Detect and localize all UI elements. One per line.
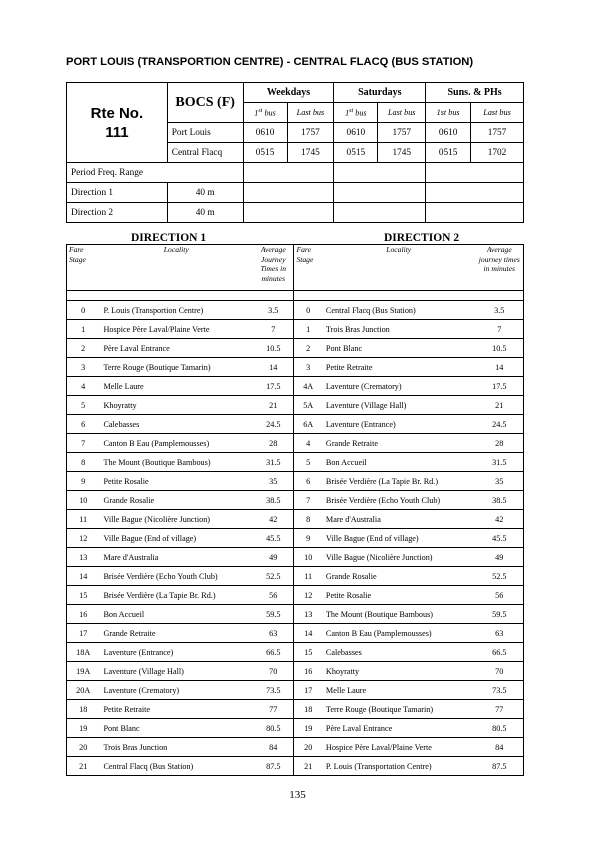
avg-time: 73.5 xyxy=(253,681,294,700)
avg-time: 7 xyxy=(253,320,294,339)
route-number: Rte No. 111 xyxy=(67,83,168,163)
fare-stage: 10 xyxy=(294,548,322,567)
fare-stage: 15 xyxy=(294,643,322,662)
locality: Canton B Eau (Pamplemousses) xyxy=(322,624,476,643)
fare-stage: 2 xyxy=(67,339,100,358)
fare-stage: 6 xyxy=(67,415,100,434)
operator-label: BOCS (F) xyxy=(167,83,243,123)
fare-stage: 6 xyxy=(294,472,322,491)
fare-stage: 2 xyxy=(294,339,322,358)
schedule-row: Central Flacq 0515 1745 0515 1745 0515 1702 xyxy=(67,143,524,163)
avg-time: 3.5 xyxy=(253,301,294,320)
direction2-title: DIRECTION 2 xyxy=(384,232,460,244)
avg-time: 24.5 xyxy=(253,415,294,434)
locality: Petite Rosalie xyxy=(322,586,476,605)
fare-stage: 12 xyxy=(67,529,100,548)
stop-row xyxy=(67,415,524,434)
avg-time-header: Average journey times in minutes xyxy=(476,245,524,291)
avg-time: 49 xyxy=(253,548,294,567)
locality: Laventure (Entrance) xyxy=(99,643,253,662)
fare-stage: 10 xyxy=(67,491,100,510)
fare-stage: 14 xyxy=(294,624,322,643)
stop-row xyxy=(67,453,524,472)
locality: Hospice Père Laval/Plaine Verte xyxy=(99,320,253,339)
fare-stage: 4 xyxy=(294,434,322,453)
locality: Trois Bras Junction xyxy=(99,738,253,757)
avg-time: 3.5 xyxy=(476,301,524,320)
avg-time: 35 xyxy=(476,472,524,491)
locality: Ville Bague (Nicolière Junction) xyxy=(99,510,253,529)
avg-time: 77 xyxy=(253,700,294,719)
locality: Bon Accueil xyxy=(99,605,253,624)
fare-stage: 3 xyxy=(294,358,322,377)
direction1-title: DIRECTION 1 xyxy=(131,232,207,244)
weekdays-header: Weekdays xyxy=(243,83,334,103)
avg-time: 84 xyxy=(253,738,294,757)
stop-row xyxy=(67,510,524,529)
stop-row xyxy=(67,358,524,377)
avg-time: 59.5 xyxy=(253,605,294,624)
page-number: 135 xyxy=(289,789,306,801)
locality: Laventure (Entrance) xyxy=(322,415,476,434)
avg-time: 10.5 xyxy=(476,339,524,358)
fare-stage: 11 xyxy=(67,510,100,529)
stop-row xyxy=(67,396,524,415)
stop-row xyxy=(67,320,524,339)
locality: Laventure (Village Hall) xyxy=(322,396,476,415)
stop-row xyxy=(67,643,524,662)
fare-stage: 17 xyxy=(294,681,322,700)
fare-stage: 6A xyxy=(294,415,322,434)
avg-time: 63 xyxy=(253,624,294,643)
stop-row xyxy=(67,586,524,605)
avg-time: 14 xyxy=(253,358,294,377)
stop-row xyxy=(67,719,524,738)
locality-header: Locality xyxy=(99,245,253,291)
locality: Brisée Verdière (Echo Youth Club) xyxy=(322,491,476,510)
avg-time: 73.5 xyxy=(476,681,524,700)
avg-time: 87.5 xyxy=(253,757,294,776)
avg-time: 66.5 xyxy=(253,643,294,662)
locality: Khoyratty xyxy=(322,662,476,681)
fare-stage: 17 xyxy=(67,624,100,643)
locality: Mare d'Australia xyxy=(99,548,253,567)
stop-row xyxy=(67,605,524,624)
direction-freq-row: Direction 2 40 m xyxy=(67,203,524,223)
locality: Melle Laure xyxy=(99,377,253,396)
avg-time: 77 xyxy=(476,700,524,719)
locality: P. Louis (Transportion Centre) xyxy=(99,301,253,320)
fare-stage: 5 xyxy=(67,396,100,415)
stop-row xyxy=(67,548,524,567)
fare-stage: 20A xyxy=(67,681,100,700)
avg-time: 7 xyxy=(476,320,524,339)
locality: Melle Laure xyxy=(322,681,476,700)
avg-time: 28 xyxy=(253,434,294,453)
last-bus-header: Last bus xyxy=(471,103,524,123)
locality: Terre Rouge (Boutique Tamarin) xyxy=(99,358,253,377)
locality: Père Laval Entrance xyxy=(322,719,476,738)
schedule-table xyxy=(66,82,524,223)
fare-stage: 5A xyxy=(294,396,322,415)
fare-stage: 21 xyxy=(294,757,322,776)
avg-time: 56 xyxy=(476,586,524,605)
fare-stage: 7 xyxy=(294,491,322,510)
avg-time: 14 xyxy=(476,358,524,377)
schedule-row: Port Louis 0610 1757 0610 1757 0610 1757 xyxy=(67,123,524,143)
locality: Bon Accueil xyxy=(322,453,476,472)
fare-stage-header: Fare Stage xyxy=(67,245,100,291)
avg-time: 21 xyxy=(476,396,524,415)
avg-time: 80.5 xyxy=(476,719,524,738)
fare-stage: 8 xyxy=(67,453,100,472)
stop-row xyxy=(67,624,524,643)
avg-time: 66.5 xyxy=(476,643,524,662)
locality: Laventure (Village Hall) xyxy=(99,662,253,681)
fare-stage: 4 xyxy=(67,377,100,396)
locality: Pont Blanc xyxy=(322,339,476,358)
stop-row xyxy=(67,700,524,719)
avg-time: 35 xyxy=(253,472,294,491)
avg-time: 52.5 xyxy=(476,567,524,586)
fare-stage: 18 xyxy=(67,700,100,719)
locality: Père Laval Entrance xyxy=(99,339,253,358)
avg-time: 59.5 xyxy=(476,605,524,624)
avg-time-header: Average Journey Times in minutes xyxy=(253,245,294,291)
fare-stage: 8 xyxy=(294,510,322,529)
fare-stage: 14 xyxy=(67,567,100,586)
locality: Ville Bague (Nicolière Junction) xyxy=(322,548,476,567)
fare-stage: 3 xyxy=(67,358,100,377)
locality: Pont Blanc xyxy=(99,719,253,738)
avg-time: 17.5 xyxy=(253,377,294,396)
first-bus-header: 1st bus xyxy=(243,103,287,123)
locality: Central Flacq (Bus Station) xyxy=(322,301,476,320)
fare-stage: 18A xyxy=(67,643,100,662)
avg-time: 45.5 xyxy=(253,529,294,548)
fare-stage: 20 xyxy=(67,738,100,757)
avg-time: 49 xyxy=(476,548,524,567)
locality: Laventure (Crematory) xyxy=(99,681,253,700)
avg-time: 42 xyxy=(253,510,294,529)
fare-stage: 11 xyxy=(294,567,322,586)
locality: Brisée Verdière (La Tapie Br. Rd.) xyxy=(322,472,476,491)
fare-stage: 5 xyxy=(294,453,322,472)
avg-time: 70 xyxy=(253,662,294,681)
locality: Ville Bague (End of village) xyxy=(322,529,476,548)
stop-row xyxy=(67,377,524,396)
last-bus-header: Last bus xyxy=(378,103,426,123)
fare-stage: 1 xyxy=(67,320,100,339)
avg-time: 80.5 xyxy=(253,719,294,738)
locality: Calebasses xyxy=(322,643,476,662)
avg-time: 42 xyxy=(476,510,524,529)
locality: The Mount (Boutique Bambous) xyxy=(322,605,476,624)
fare-stage: 21 xyxy=(67,757,100,776)
fare-stage: 19A xyxy=(67,662,100,681)
fare-stage: 0 xyxy=(294,301,322,320)
stop-row xyxy=(67,529,524,548)
locality: Mare d'Australia xyxy=(322,510,476,529)
stops-table xyxy=(66,244,524,776)
stop-row xyxy=(67,472,524,491)
fare-stage: 19 xyxy=(67,719,100,738)
period-row: Period Freq. Range xyxy=(67,163,524,183)
fare-stage: 9 xyxy=(67,472,100,491)
stop-row xyxy=(67,662,524,681)
locality: Calebasses xyxy=(99,415,253,434)
avg-time: 45.5 xyxy=(476,529,524,548)
avg-time: 28 xyxy=(476,434,524,453)
locality: Grande Retraite xyxy=(322,434,476,453)
avg-time: 21 xyxy=(253,396,294,415)
fare-stage: 15 xyxy=(67,586,100,605)
stop-row xyxy=(67,738,524,757)
locality: Petite Retraite xyxy=(99,700,253,719)
stop-row xyxy=(67,434,524,453)
locality: Grande Retraite xyxy=(99,624,253,643)
fare-stage: 16 xyxy=(67,605,100,624)
stop-row xyxy=(67,681,524,700)
avg-time: 38.5 xyxy=(476,491,524,510)
stop-row xyxy=(67,491,524,510)
stop-row xyxy=(67,567,524,586)
stop-row xyxy=(67,301,524,320)
locality: Brisée Verdière (La Tapie Br. Rd.) xyxy=(99,586,253,605)
fare-stage: 9 xyxy=(294,529,322,548)
fare-stage: 20 xyxy=(294,738,322,757)
locality: Ville Bague (End of village) xyxy=(99,529,253,548)
avg-time: 17.5 xyxy=(476,377,524,396)
fare-stage: 4A xyxy=(294,377,322,396)
locality: Petite Retraite xyxy=(322,358,476,377)
first-bus-header: 1st bus xyxy=(426,103,471,123)
fare-stage: 16 xyxy=(294,662,322,681)
first-bus-header: 1st bus xyxy=(334,103,378,123)
fare-stage: 19 xyxy=(294,719,322,738)
fare-stage: 13 xyxy=(294,605,322,624)
fare-stage: 13 xyxy=(67,548,100,567)
fare-stage-header: Fare Stage xyxy=(294,245,322,291)
direction-freq-row: Direction 1 40 m xyxy=(67,183,524,203)
fare-stage: 1 xyxy=(294,320,322,339)
fare-stage: 7 xyxy=(67,434,100,453)
avg-time: 31.5 xyxy=(253,453,294,472)
avg-time: 56 xyxy=(253,586,294,605)
last-bus-header: Last bus xyxy=(287,103,334,123)
locality: Brisée Verdière (Echo Youth Club) xyxy=(99,567,253,586)
locality: P. Louis (Transportation Centre) xyxy=(322,757,476,776)
avg-time: 63 xyxy=(476,624,524,643)
locality: Canton B Eau (Pamplemousses) xyxy=(99,434,253,453)
avg-time: 38.5 xyxy=(253,491,294,510)
stop-row xyxy=(67,757,524,776)
saturdays-header: Saturdays xyxy=(334,83,426,103)
fare-stage: 12 xyxy=(294,586,322,605)
locality: Khoyratty xyxy=(99,396,253,415)
sundays-header: Suns. & PHs xyxy=(426,83,524,103)
avg-time: 31.5 xyxy=(476,453,524,472)
locality: Grande Rosalie xyxy=(322,567,476,586)
locality: Terre Rouge (Boutique Tamarin) xyxy=(322,700,476,719)
locality: Laventure (Crematory) xyxy=(322,377,476,396)
fare-stage: 18 xyxy=(294,700,322,719)
avg-time: 70 xyxy=(476,662,524,681)
locality: Petite Rosalie xyxy=(99,472,253,491)
avg-time: 24.5 xyxy=(476,415,524,434)
locality-header: Locality xyxy=(322,245,476,291)
locality: Central Flacq (Bus Station) xyxy=(99,757,253,776)
fare-stage: 0 xyxy=(67,301,100,320)
avg-time: 10.5 xyxy=(253,339,294,358)
locality: Hospice Père Laval/Plaine Verte xyxy=(322,738,476,757)
avg-time: 52.5 xyxy=(253,567,294,586)
stop-row xyxy=(67,339,524,358)
page-title: PORT LOUIS (TRANSPORTION CENTRE) - CENTRAL FLACQ (BUS STATION) xyxy=(66,56,474,68)
locality: Grande Rosalie xyxy=(99,491,253,510)
locality: The Mount (Boutique Bambous) xyxy=(99,453,253,472)
locality: Trois Bras Junction xyxy=(322,320,476,339)
avg-time: 87.5 xyxy=(476,757,524,776)
avg-time: 84 xyxy=(476,738,524,757)
